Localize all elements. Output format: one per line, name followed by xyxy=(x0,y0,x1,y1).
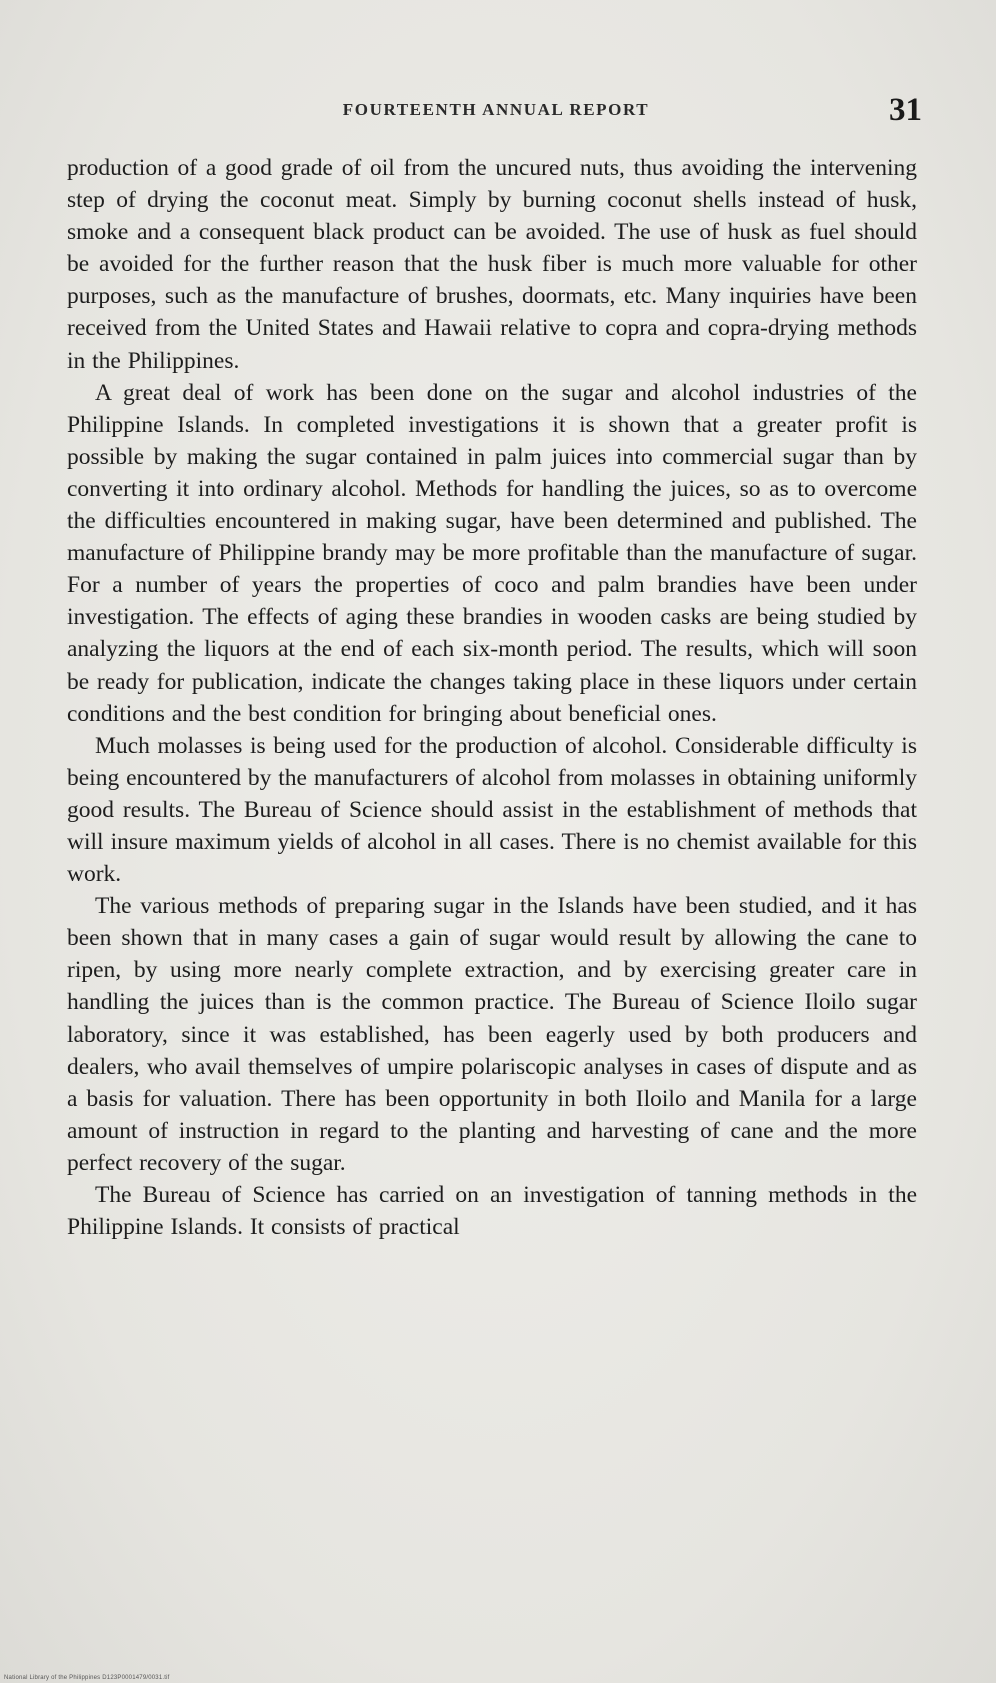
paragraph-tanning: The Bureau of Science has carried on an investigation of tanning methods in the Philippine Islands. It consists of practical xyxy=(67,1182,917,1241)
paragraph-sugar-methods: The various methods of preparing sugar in the Islands have been studied, and it has been shown that in many cases a gain of sugar would result by allowing the cane to ripen, by using more nearly complete extraction, and by exercising greater care in handling the juices than is the common practice. The Bureau of Science Iloilo sugar laboratory, since it was established, has been eagerly used by both producers and dealers, who avail themselves of umpire polariscopic analyses in cases of dispute and as a basis for valuation. There has been opportunity in both Iloilo and Manila for a large amount of instruction in regard to the planting and harvesting of cane and the more perfect recovery of the sugar. xyxy=(67,893,917,1176)
paragraph-molasses: Much molasses is being used for the production of alcohol. Considerable difficulty is being encountered by the manufacturers of alcohol from molasses in obtaining uniformly good results. The Bureau of Science should assist in the establishment of methods that will insure maximum yields of alcohol in all cases. There is no chemist available for this work. xyxy=(67,732,917,888)
paragraph-coconut-oil: production of a good grade of oil from the uncured nuts, thus avoiding the intervening step of drying the coconut meat. Simply by burning coconut shells instead of husk, smoke and a consequent black product can be avoided. The use of husk as fuel should be avoided for the further reason that the husk fiber is much more valuable for other purposes, such as the manufacture of brushes, doormats, etc. Many inquiries have been received from the United States and Hawaii relative to copra and copra-drying methods in the Philippines. xyxy=(67,155,917,374)
scan-credit: National Library of the Philippines D123P0001479/0031.tif xyxy=(4,1675,170,1681)
page-number: 31 xyxy=(889,92,922,128)
running-head: FOURTEENTH ANNUAL REPORT xyxy=(342,100,650,119)
body-text xyxy=(67,152,917,1243)
paragraph-sugar-alcohol: A great deal of work has been done on the sugar and alcohol industries of the Philippine Islands. In completed investigations it is shown that a greater profit is possible by making the sugar contained in palm juices into commercial sugar than by converting it into ordinary alcohol. Methods for handling the juices, so as to overcome the difficulties encountered in making sugar, have been determined and published. The manufacture of Philippine brandy may be more profitable than the manufacture of sugar. For a number of years the properties of coco and palm brandies have been under investigation. The effects of aging these brandies in wooden casks are being studied by analyzing the liquors at the end of each six-month period. The results, which will soon be ready for publication, indicate the changes taking place in these liquors under certain conditions and the best condition for bringing about beneficial ones. xyxy=(67,379,917,727)
page-header xyxy=(70,92,922,138)
